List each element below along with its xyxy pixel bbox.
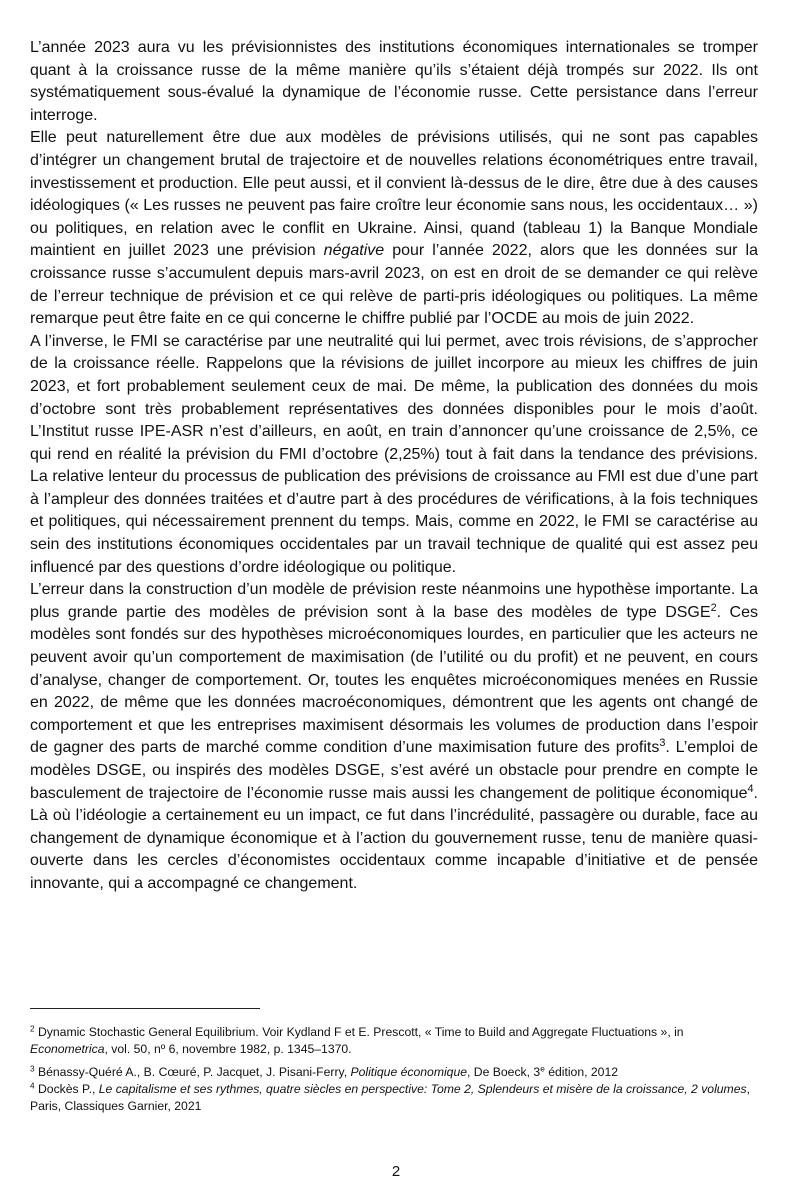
footnote-ref-3[interactable]: 3 bbox=[659, 737, 666, 750]
footnotes bbox=[30, 1024, 758, 1121]
paragraph-2-text-a: Elle peut naturellement être due aux modèles de prévisions utilisés, qui ne sont pas capables d’intégrer un changement brutal de trajectoire et de nouvelles relations économétriques entre travail, investissement et production. Elle peut aussi, et il convient là-dessus de le dire, être due à des causes idéologiques (« Les russes ne peuvent pas faire croître leur économie sans nous, les occidentaux… ») ou politiques, en relation avec le conflit en Ukraine. Ainsi, quand (tableau 1) la Banque Mondiale maintient en juillet 2023 une prévision bbox=[30, 129, 758, 260]
paragraph-2 bbox=[30, 127, 758, 330]
footnote-2 bbox=[30, 1024, 758, 1058]
emphasis-negative: négative bbox=[323, 242, 385, 260]
footnote-4-title: Le capitalisme et ses rythmes, quatre siècles en perspective: Tome 2, Splendeurs et misère de la croissance, 2 volumes bbox=[98, 1082, 747, 1096]
footnote-3-text-a: Bénassy-Quéré A., B. Cœuré, P. Jacquet, J. Pisani-Ferry, bbox=[34, 1065, 351, 1079]
footnote-2-journal: Econometrica bbox=[30, 1042, 105, 1056]
footnote-2-number: 2 bbox=[30, 1023, 35, 1034]
paragraph-4-text-b: . Ces modèles sont fondés sur des hypothèses microéconomiques lourdes, en particulier que les acteurs ne peuvent avoir qu’un comportement de maximisation (de l’utilité ou du profit) et ne peuvent, en cours d’analyse, changer de comportement. Or, toutes les enquêtes microéconomiques menées en Russie en 2022, de même que les données macroéconomiques, démontrent que les agents ont changé de comportement et que les entreprises maximisent désormais les volumes de production dans l’espoir de gagner des parts de marché comme condition d’une maximisation future des profits bbox=[30, 603, 759, 757]
paragraph-3 bbox=[30, 331, 758, 580]
paragraph-4 bbox=[30, 579, 758, 895]
paragraph-1-text: L’année 2023 aura vu les prévisionnistes des institutions économiques internationales se tromper quant à la croissance russe de la même manière qu’ils s’étaient déjà trompés sur 2022. Ils ont systématiquement sous-évalué la dynamique de l’économie russe. Cette persistance dans l’erreur interroge. bbox=[30, 39, 758, 124]
footnote-2-text-b: , vol. 50, nº 6, novembre 1982, p. 1345–1370. bbox=[104, 1042, 352, 1056]
paragraph-1 bbox=[30, 37, 758, 127]
footnote-3-text-c: édition, 2012 bbox=[544, 1065, 618, 1079]
footnote-4-text-a: Dockès P., bbox=[34, 1082, 99, 1096]
footnote-4 bbox=[30, 1081, 758, 1115]
paragraph-4-text-a: L’erreur dans la construction d’un modèle de prévision reste néanmoins une hypothèse importante. La plus grande partie des modèles de prévision sont à la base des modèles de type DSGE bbox=[30, 581, 758, 621]
footnote-3-title: Politique économique bbox=[350, 1065, 468, 1079]
footnote-2-text-a: Dynamic Stochastic General Equilibrium. Voir Kydland F et E. Prescott, « Time to Build and Aggregate Fluctuations », in bbox=[34, 1025, 684, 1039]
footnote-3-edition-sup: e bbox=[540, 1063, 545, 1074]
body-text bbox=[30, 37, 758, 896]
footnote-3-text-b: , De Boeck, 3 bbox=[467, 1065, 541, 1079]
footnote-4-number: 4 bbox=[30, 1080, 35, 1091]
paragraph-2-text-b: pour l’année 2022, alors que les données sur la croissance russe s’accumulent depuis mars-avril 2023, on est en droit de se demander ce qui relève de l’erreur technique de prévision et ce qui relève de parti-pris idéologiques ou politiques. La même remarque peut être faite en ce qui concerne le chiffre publié par l’OCDE au mois de juin 2022. bbox=[30, 242, 758, 328]
paragraph-4-text-d: . Là où l’idéologie a certainement eu un impact, ce fut dans l’incrédulité, passagère ou durable, face au changement de dynamique économique et à l’action du gouvernement russe, tenu de manière quasi-ouverte dans les cercles d’économistes occidentaux comme incapable d’initiative et de pensée innovante, qui a accompagné ce changement. bbox=[30, 784, 758, 892]
page-number: 2 bbox=[391, 1163, 401, 1180]
paragraph-4-text-c: . L’emploi de modèles DSGE, ou inspirés des modèles DSGE, s’est avéré un obstacle pour prendre en compte le basculement de trajectoire de l’économie russe mais aussi les changement de politique économique bbox=[30, 739, 759, 802]
footnote-separator bbox=[30, 1008, 260, 1009]
paragraph-3-text: A l’inverse, le FMI se caractérise par une neutralité qui lui permet, avec trois révisions, de s’approcher de la croissance réelle. Rappelons que la révisions de juillet incorpore au mieux les chiffres de juin 2023, et fort probablement seulement ceux de mai. De même, la publication des données du mois d’octobre sont très probablement représentatives des données disponibles pour le mois d’août. L’Institut russe IPE-ASR n’est d’ailleurs, en août, en train d’annoncer qu’une croissance de 2,5%, ce qui rend en réalité la prévision du FMI d’octobre (2,25%) tout à fait dans la tendance des prévisions. La relative lenteur du processus de publication des prévisions de croissance au FMI est due d’une part à l’ampleur des données traitées et d’autre part à des procédures de vérifications, à la fois techniques et politiques, qui nécessairement prennent du temps. Mais, comme en 2022, le FMI se caractérise au sein des institutions économiques occidentales par un travail technique de qualité qui est assez peu influencé par des questions d’ordre idéologique ou politique. bbox=[30, 332, 758, 576]
footnote-3-number: 3 bbox=[30, 1063, 35, 1074]
footnote-3 bbox=[30, 1064, 758, 1081]
footnote-ref-2[interactable]: 2 bbox=[710, 601, 717, 614]
footnote-4-text-b: , Paris, Classiques Garnier, 2021 bbox=[30, 1082, 750, 1113]
footnote-ref-4[interactable]: 4 bbox=[747, 782, 754, 795]
